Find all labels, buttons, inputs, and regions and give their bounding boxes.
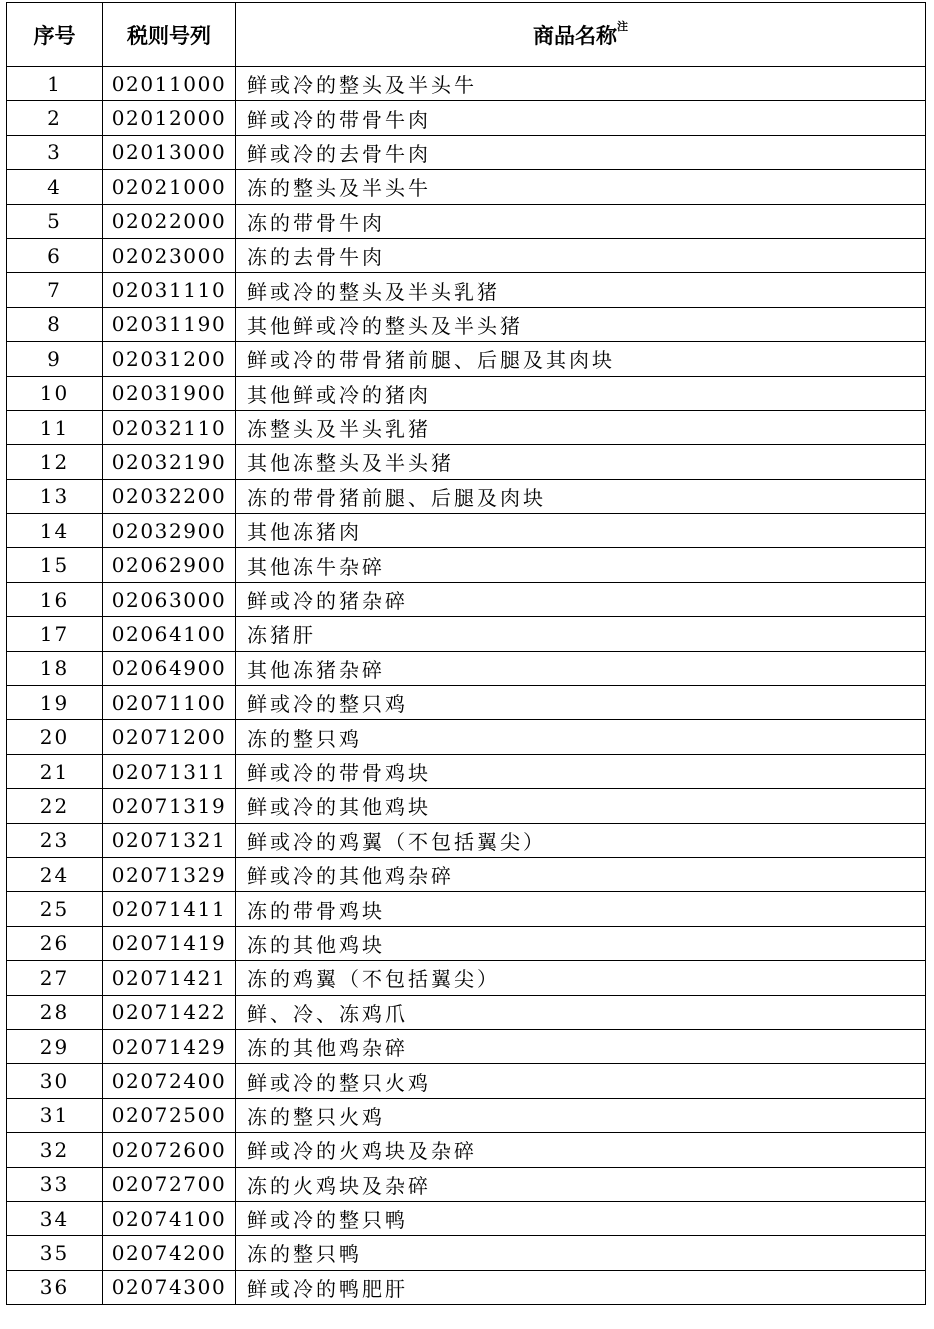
row-index-cell: 24 — [7, 857, 103, 891]
row-index-cell: 25 — [7, 892, 103, 926]
row-code-cell: 02031900 — [103, 376, 236, 410]
row-index-cell: 18 — [7, 651, 103, 685]
row-code-cell: 02011000 — [103, 67, 236, 101]
table-row — [7, 307, 926, 341]
row-name-cell: 鲜或冷的猪杂碎 — [236, 582, 926, 616]
row-name-cell: 冻的整只鸭 — [236, 1236, 926, 1270]
row-index-cell: 30 — [7, 1064, 103, 1098]
row-name-cell: 其他冻猪肉 — [236, 514, 926, 548]
table-row — [7, 686, 926, 720]
row-index-cell: 35 — [7, 1236, 103, 1270]
header-name — [236, 3, 926, 67]
row-name-cell: 鲜或冷的整只鸡 — [236, 686, 926, 720]
row-code-cell: 02074100 — [103, 1201, 236, 1235]
row-name-cell: 鲜或冷的其他鸡块 — [236, 789, 926, 823]
row-index-cell: 14 — [7, 514, 103, 548]
row-index-cell: 19 — [7, 686, 103, 720]
row-index-cell: 27 — [7, 961, 103, 995]
row-index-cell: 2 — [7, 101, 103, 135]
row-index-cell: 4 — [7, 170, 103, 204]
row-index-cell: 5 — [7, 204, 103, 238]
row-code-cell: 02071429 — [103, 1029, 236, 1063]
row-name-cell: 其他鲜或冷的整头及半头猪 — [236, 307, 926, 341]
table-row — [7, 101, 926, 135]
table-row — [7, 857, 926, 891]
table-row — [7, 548, 926, 582]
table-row — [7, 514, 926, 548]
row-code-cell: 02032110 — [103, 410, 236, 444]
row-code-cell: 02071411 — [103, 892, 236, 926]
row-name-cell: 鲜或冷的鸡翼（不包括翼尖） — [236, 823, 926, 857]
table-row — [7, 445, 926, 479]
table-body — [7, 67, 926, 1305]
row-name-cell: 鲜或冷的其他鸡杂碎 — [236, 857, 926, 891]
row-name-cell: 鲜或冷的整头及半头乳猪 — [236, 273, 926, 307]
row-code-cell: 02012000 — [103, 101, 236, 135]
row-code-cell: 02031190 — [103, 307, 236, 341]
row-name-cell: 冻的整只火鸡 — [236, 1098, 926, 1132]
row-index-cell: 8 — [7, 307, 103, 341]
table-row — [7, 67, 926, 101]
header-name-label: 商品名称 — [533, 23, 617, 48]
table-row — [7, 789, 926, 823]
row-name-cell: 鲜或冷的带骨牛肉 — [236, 101, 926, 135]
row-code-cell: 02072700 — [103, 1167, 236, 1201]
table-row — [7, 410, 926, 444]
row-code-cell: 02071100 — [103, 686, 236, 720]
row-name-cell: 冻的其他鸡块 — [236, 926, 926, 960]
table-row — [7, 995, 926, 1029]
row-code-cell: 02032200 — [103, 479, 236, 513]
row-index-cell: 9 — [7, 342, 103, 376]
table-row — [7, 961, 926, 995]
row-index-cell: 21 — [7, 754, 103, 788]
header-name-note: 注 — [617, 19, 628, 33]
table-row — [7, 892, 926, 926]
row-name-cell: 鲜或冷的鸭肥肝 — [236, 1270, 926, 1304]
row-name-cell: 其他冻猪杂碎 — [236, 651, 926, 685]
row-index-cell: 20 — [7, 720, 103, 754]
row-index-cell: 29 — [7, 1029, 103, 1063]
table-row — [7, 1064, 926, 1098]
table-row — [7, 926, 926, 960]
table-row — [7, 651, 926, 685]
row-code-cell: 02072500 — [103, 1098, 236, 1132]
table-row — [7, 376, 926, 410]
row-index-cell: 12 — [7, 445, 103, 479]
table-row — [7, 170, 926, 204]
row-code-cell: 02064100 — [103, 617, 236, 651]
table-row — [7, 582, 926, 616]
row-index-cell: 26 — [7, 926, 103, 960]
row-name-cell: 鲜或冷的火鸡块及杂碎 — [236, 1133, 926, 1167]
row-index-cell: 3 — [7, 135, 103, 169]
table-row — [7, 1098, 926, 1132]
table-row — [7, 342, 926, 376]
header-row — [7, 3, 926, 67]
row-code-cell: 02022000 — [103, 204, 236, 238]
row-index-cell: 23 — [7, 823, 103, 857]
row-code-cell: 02031200 — [103, 342, 236, 376]
row-name-cell: 冻的鸡翼（不包括翼尖） — [236, 961, 926, 995]
table-row — [7, 135, 926, 169]
row-name-cell: 鲜或冷的带骨鸡块 — [236, 754, 926, 788]
row-index-cell: 36 — [7, 1270, 103, 1304]
row-index-cell: 16 — [7, 582, 103, 616]
row-name-cell: 鲜或冷的整头及半头牛 — [236, 67, 926, 101]
row-name-cell: 冻整头及半头乳猪 — [236, 410, 926, 444]
row-name-cell: 其他冻牛杂碎 — [236, 548, 926, 582]
row-code-cell: 02072600 — [103, 1133, 236, 1167]
row-index-cell: 17 — [7, 617, 103, 651]
row-code-cell: 02021000 — [103, 170, 236, 204]
row-name-cell: 冻的整头及半头牛 — [236, 170, 926, 204]
row-name-cell: 鲜或冷的带骨猪前腿、后腿及其肉块 — [236, 342, 926, 376]
header-code: 税则号列 — [103, 3, 236, 67]
row-code-cell: 02032900 — [103, 514, 236, 548]
table-row — [7, 1201, 926, 1235]
row-index-cell: 22 — [7, 789, 103, 823]
table-row — [7, 273, 926, 307]
row-index-cell: 10 — [7, 376, 103, 410]
row-index-cell: 28 — [7, 995, 103, 1029]
tariff-table — [6, 2, 926, 1305]
row-code-cell: 02062900 — [103, 548, 236, 582]
row-code-cell: 02074300 — [103, 1270, 236, 1304]
table-row — [7, 1133, 926, 1167]
table-row — [7, 720, 926, 754]
row-name-cell: 鲜、冷、冻鸡爪 — [236, 995, 926, 1029]
row-code-cell: 02063000 — [103, 582, 236, 616]
row-name-cell: 冻的带骨猪前腿、后腿及肉块 — [236, 479, 926, 513]
row-code-cell: 02071419 — [103, 926, 236, 960]
row-name-cell: 冻的去骨牛肉 — [236, 238, 926, 272]
row-index-cell: 6 — [7, 238, 103, 272]
row-index-cell: 34 — [7, 1201, 103, 1235]
row-name-cell: 冻的其他鸡杂碎 — [236, 1029, 926, 1063]
row-name-cell: 冻的带骨鸡块 — [236, 892, 926, 926]
row-index-cell: 33 — [7, 1167, 103, 1201]
row-name-cell: 冻的整只鸡 — [236, 720, 926, 754]
row-index-cell: 1 — [7, 67, 103, 101]
row-code-cell: 02071321 — [103, 823, 236, 857]
table-row — [7, 754, 926, 788]
row-name-cell: 鲜或冷的去骨牛肉 — [236, 135, 926, 169]
row-code-cell: 02032190 — [103, 445, 236, 479]
row-code-cell: 02072400 — [103, 1064, 236, 1098]
row-name-cell: 冻的火鸡块及杂碎 — [236, 1167, 926, 1201]
row-code-cell: 02071200 — [103, 720, 236, 754]
row-code-cell: 02071311 — [103, 754, 236, 788]
table-header — [7, 3, 926, 67]
header-index: 序号 — [7, 3, 103, 67]
row-index-cell: 11 — [7, 410, 103, 444]
row-index-cell: 13 — [7, 479, 103, 513]
row-index-cell: 32 — [7, 1133, 103, 1167]
table-row — [7, 479, 926, 513]
row-index-cell: 7 — [7, 273, 103, 307]
table-row — [7, 1236, 926, 1270]
table-row — [7, 823, 926, 857]
row-name-cell: 冻猪肝 — [236, 617, 926, 651]
row-code-cell: 02023000 — [103, 238, 236, 272]
row-code-cell: 02071421 — [103, 961, 236, 995]
table-row — [7, 1167, 926, 1201]
table-row — [7, 204, 926, 238]
row-index-cell: 15 — [7, 548, 103, 582]
row-name-cell: 冻的带骨牛肉 — [236, 204, 926, 238]
row-code-cell: 02071319 — [103, 789, 236, 823]
table-row — [7, 238, 926, 272]
row-name-cell: 鲜或冷的整只火鸡 — [236, 1064, 926, 1098]
row-name-cell: 其他冻整头及半头猪 — [236, 445, 926, 479]
table-row — [7, 1029, 926, 1063]
row-code-cell: 02064900 — [103, 651, 236, 685]
row-index-cell: 31 — [7, 1098, 103, 1132]
row-code-cell: 02013000 — [103, 135, 236, 169]
table-row — [7, 1270, 926, 1304]
row-name-cell: 其他鲜或冷的猪肉 — [236, 376, 926, 410]
row-code-cell: 02074200 — [103, 1236, 236, 1270]
row-name-cell: 鲜或冷的整只鸭 — [236, 1201, 926, 1235]
row-code-cell: 02071422 — [103, 995, 236, 1029]
row-code-cell: 02031110 — [103, 273, 236, 307]
row-code-cell: 02071329 — [103, 857, 236, 891]
table-row — [7, 617, 926, 651]
